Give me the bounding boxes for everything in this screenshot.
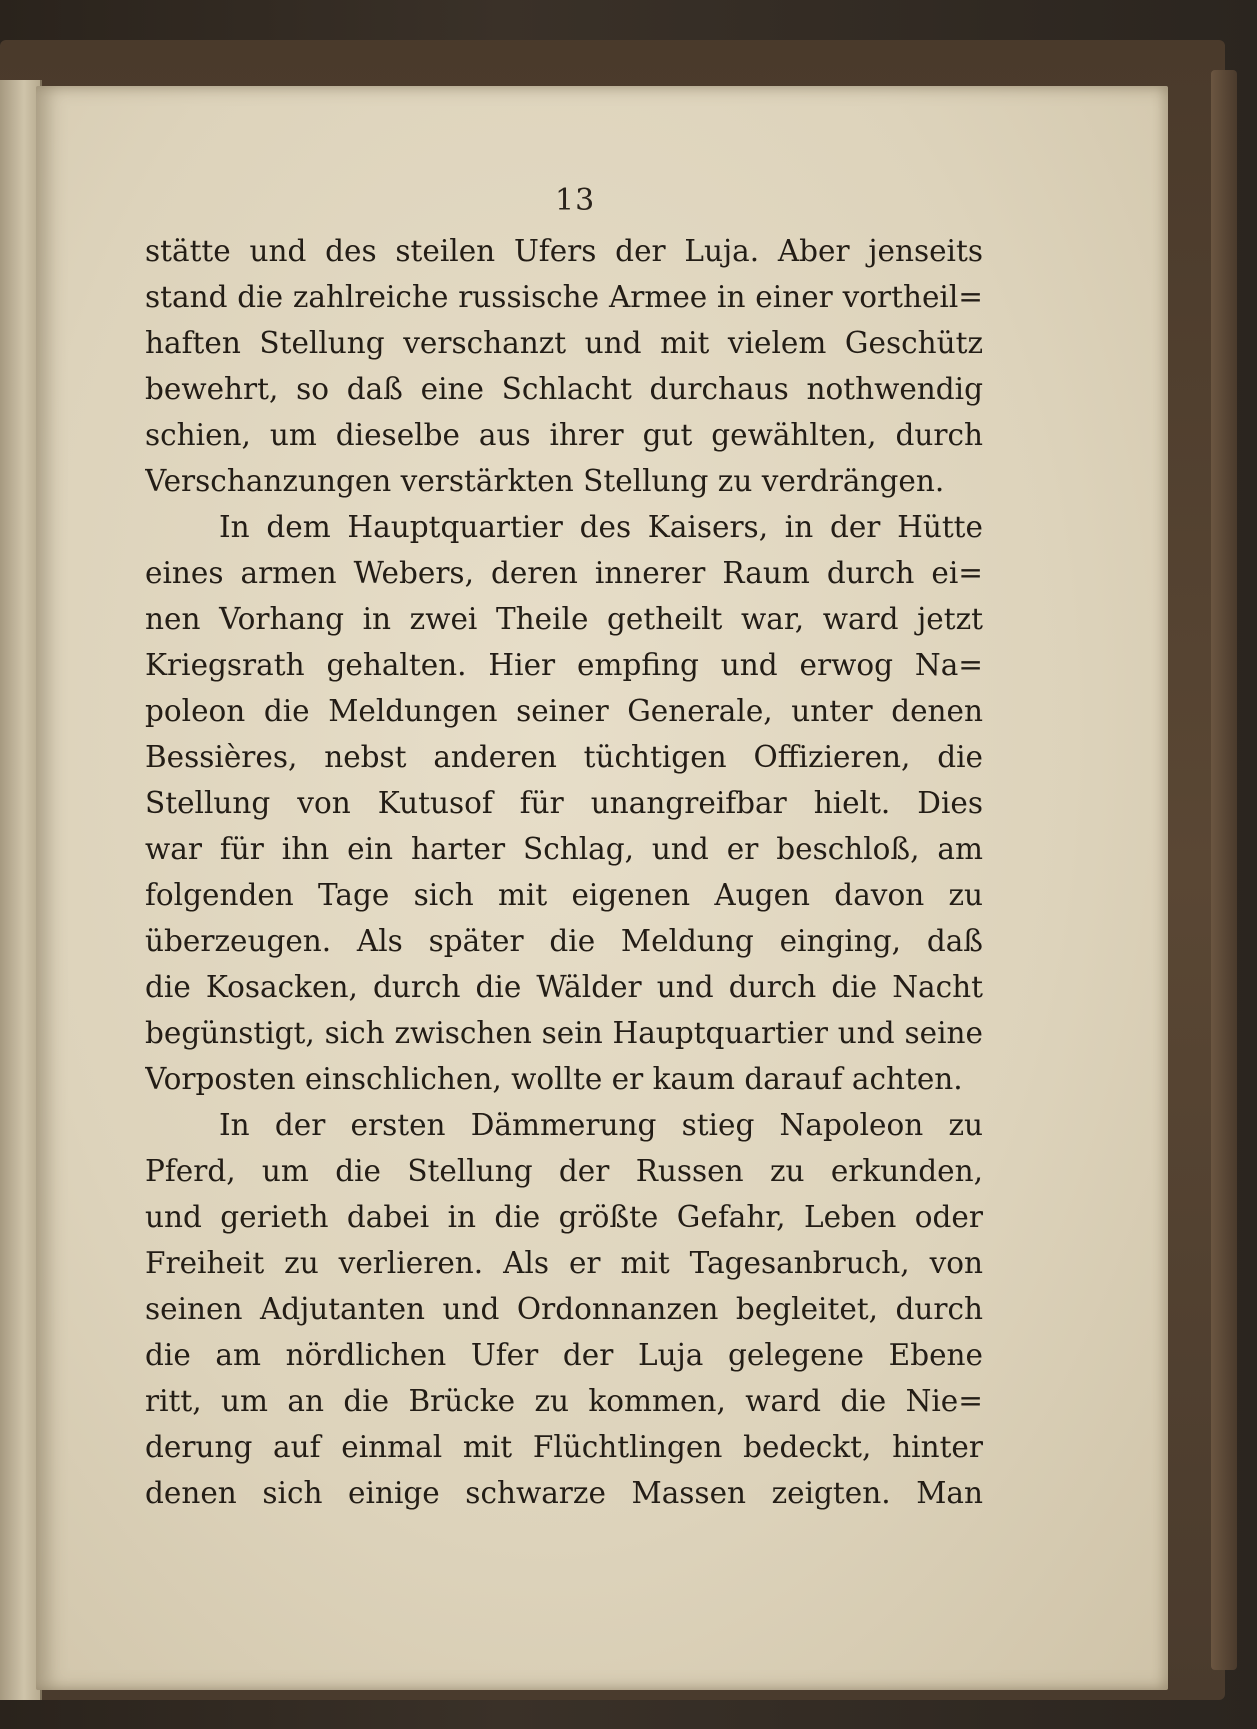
text-line: Vorposten einschlichen, wollte er kaum darauf achten. bbox=[145, 1062, 963, 1096]
text-line: ritt, um an die Brücke zu kommen, ward die Nie= bbox=[145, 1384, 983, 1418]
text-line: begünstigt, sich zwischen sein Hauptquartier und seine bbox=[145, 1016, 983, 1050]
text-line: seinen Adjutanten und Ordonnanzen begleitet, durch bbox=[145, 1292, 983, 1326]
text-line: und gerieth dabei in die größte Gefahr, Leben oder bbox=[145, 1200, 983, 1234]
text-line: derung auf einmal mit Flüchtlingen bedeckt, hinter bbox=[145, 1430, 983, 1464]
text-line: In der ersten Dämmerung stieg Napoleon zu bbox=[219, 1108, 983, 1142]
text-line: Pferd, um die Stellung der Russen zu erkunden, bbox=[145, 1154, 983, 1188]
text-line: folgenden Tage sich mit eigenen Augen davon zu bbox=[145, 878, 983, 912]
text-line: die Kosacken, durch die Wälder und durch die Nacht bbox=[145, 970, 983, 1004]
page-number: 13 bbox=[555, 183, 596, 218]
text-line: nen Vorhang in zwei Theile getheilt war, ward jetzt bbox=[145, 602, 983, 636]
text-line: war für ihn ein harter Schlag, und er beschloß, am bbox=[145, 832, 983, 866]
text-line: poleon die Meldungen seiner Generale, unter denen bbox=[145, 694, 983, 728]
text-line: haften Stellung verschanzt und mit vielem Geschütz bbox=[145, 326, 983, 360]
text-line: stätte und des steilen Ufers der Luja. Aber jenseits bbox=[145, 234, 983, 268]
text-line: Freiheit zu verlieren. Als er mit Tagesanbruch, von bbox=[145, 1246, 983, 1280]
text-line: Verschanzungen verstärkten Stellung zu verdrängen. bbox=[145, 464, 945, 498]
text-line: Bessières, nebst anderen tüchtigen Offizieren, die bbox=[145, 740, 983, 774]
text-line: Kriegsrath gehalten. Hier empfing und erwog Na= bbox=[145, 648, 983, 682]
text-line: Stellung von Kutusof für unangreifbar hielt. Dies bbox=[145, 786, 983, 820]
text-line: schien, um dieselbe aus ihrer gut gewählten, durch bbox=[145, 418, 983, 452]
text-block bbox=[145, 228, 983, 1538]
text-line: denen sich einige schwarze Massen zeigten. Man bbox=[145, 1476, 983, 1510]
cover-edge bbox=[1211, 70, 1237, 1670]
text-line: In dem Hauptquartier des Kaisers, in der Hütte bbox=[219, 510, 983, 544]
text-line: eines armen Webers, deren innerer Raum durch ei= bbox=[145, 556, 983, 590]
text-line: stand die zahlreiche russische Armee in einer vortheil= bbox=[145, 280, 983, 314]
text-line: die am nördlichen Ufer der Luja gelegene Ebene bbox=[145, 1338, 983, 1372]
text-line: überzeugen. Als später die Meldung einging, daß bbox=[145, 924, 983, 958]
text-line: bewehrt, so daß eine Schlacht durchaus nothwendig bbox=[145, 372, 983, 406]
